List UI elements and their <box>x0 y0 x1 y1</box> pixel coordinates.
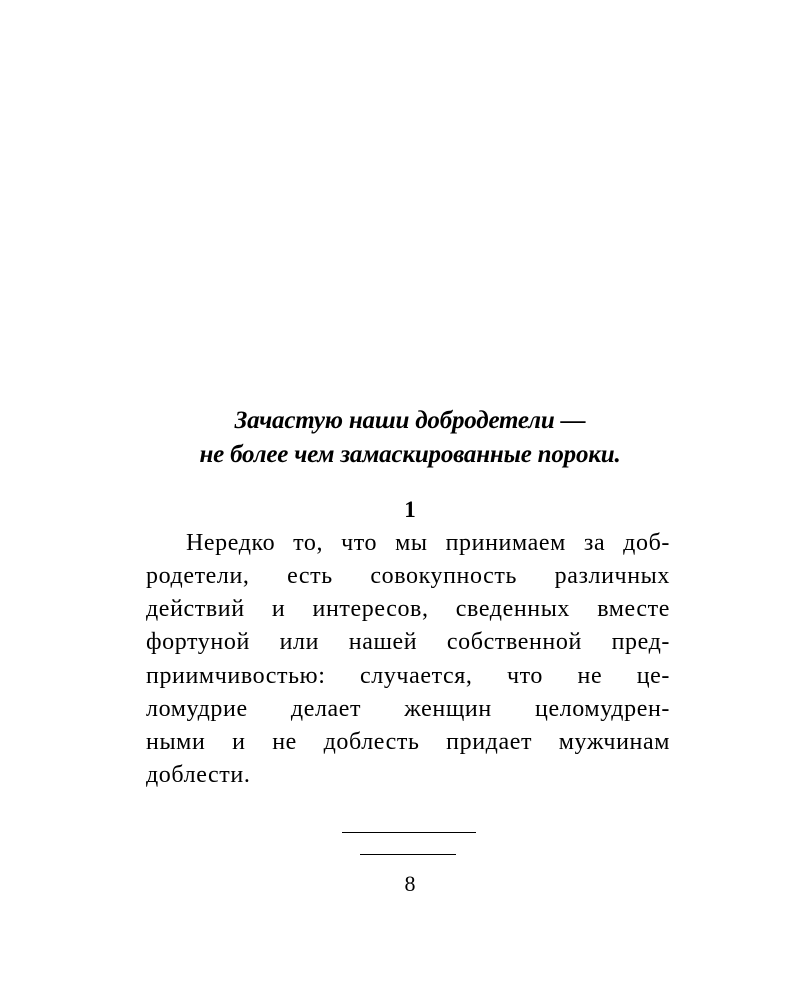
paragraph-line: действий и интересов, сведенных вместе <box>146 596 670 622</box>
paragraph-line: Нередко то, что мы принимаем за доб- <box>186 530 670 556</box>
paragraph-line: ломудрие делает женщин целомудрен- <box>146 696 670 722</box>
paragraph-line: доблести. <box>146 762 251 788</box>
epigraph-line-1: Зачастую наши добродетели — <box>234 407 586 434</box>
paragraph-line: родетели, есть совокупность различных <box>146 563 670 589</box>
section-number: 1 <box>404 497 416 522</box>
footer-rule-upper <box>342 832 476 833</box>
epigraph-line-2: не более чем замаскированные пороки. <box>199 441 621 468</box>
paragraph-line: ными и не доблесть придает мужчинам <box>146 729 670 755</box>
page-number: 8 <box>404 871 416 896</box>
footer-rule-lower <box>360 854 456 855</box>
paragraph-line: приимчивостью: случается, что не це- <box>146 663 670 689</box>
paragraph-line: фортуной или нашей собственной пред- <box>146 629 670 655</box>
